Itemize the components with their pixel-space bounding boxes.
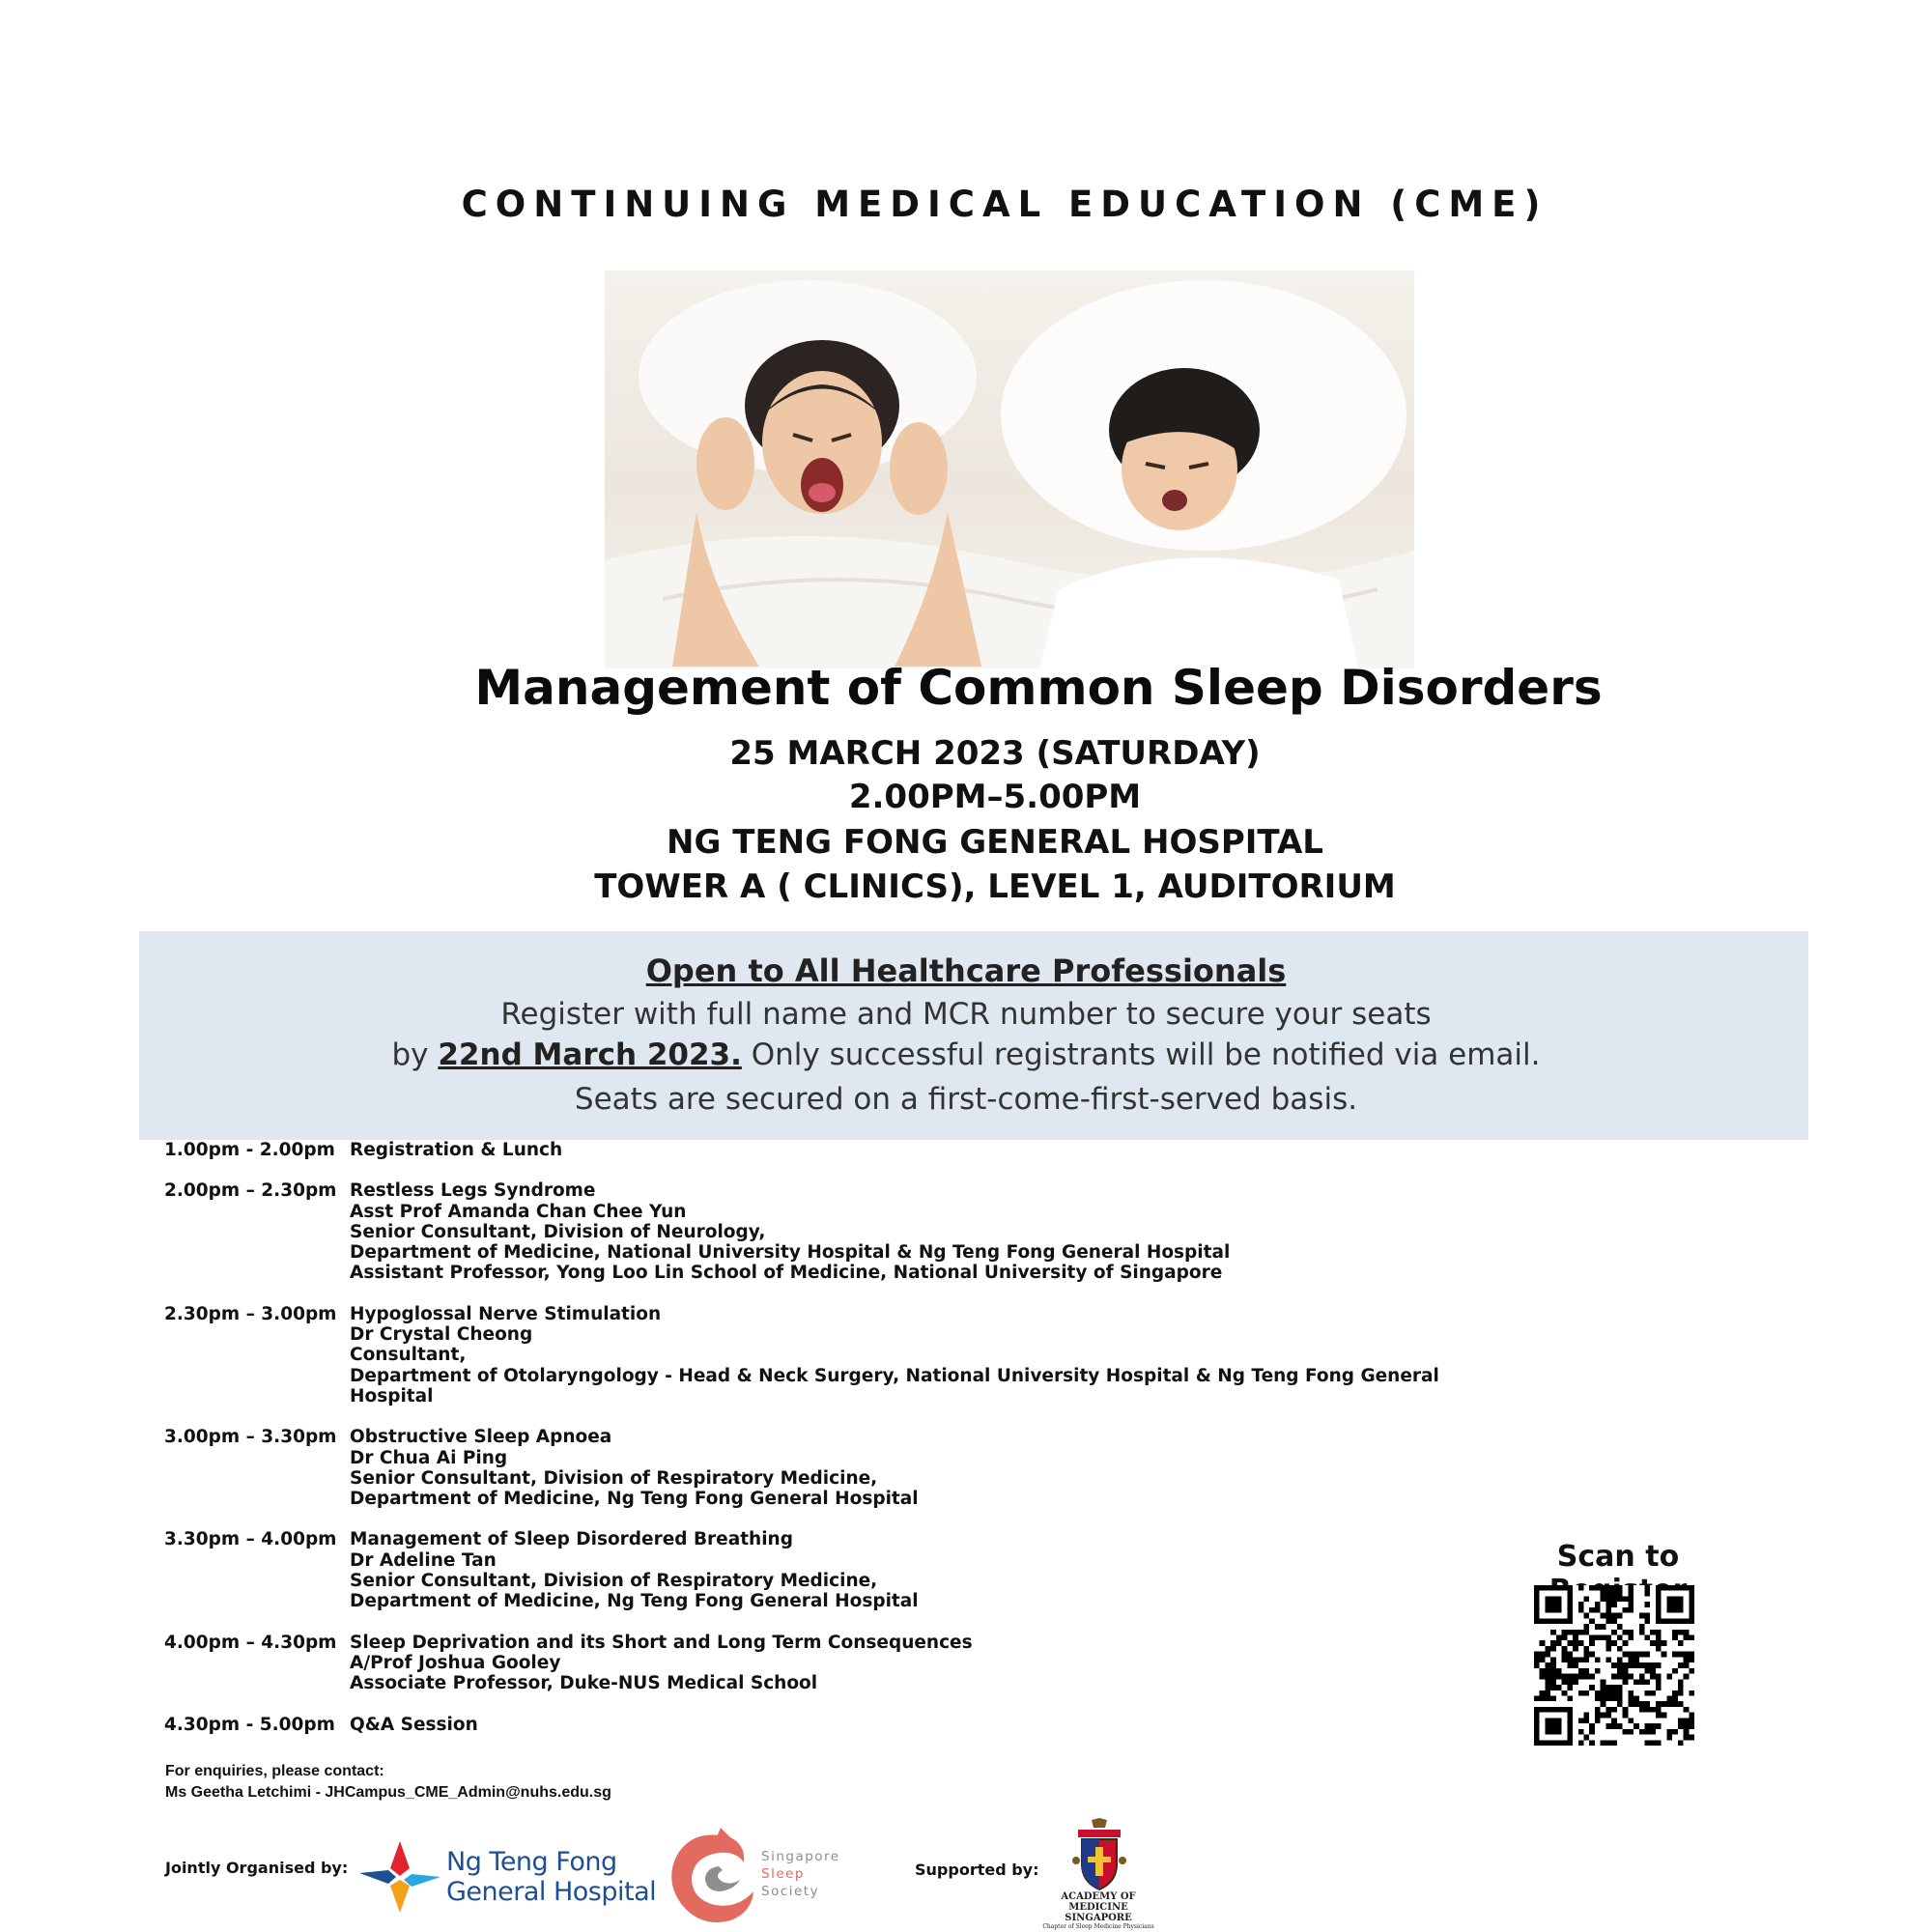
sss-logo-icon	[663, 1828, 757, 1928]
ams-name	[1031, 1891, 1166, 1931]
programme-time: 3.00pm – 3.30pm	[164, 1427, 337, 1448]
programme-speaker-title: Department of Medicine, Ng Teng Fong General Hospital	[350, 1489, 919, 1510]
scan-to-register-label: Scan to	[1556, 1540, 1680, 1574]
programme-speaker: Dr Chua Ai Ping	[350, 1447, 508, 1468]
programme-row	[164, 1715, 1478, 1735]
event-venue: NG TENG FONG GENERAL HOSPITAL	[667, 823, 1323, 862]
programme-speaker-title: Assistant Professor, Yong Loo Lin School of Medicine, National University of Singapore	[350, 1263, 1223, 1284]
enquiries-contact: Ms Geetha Letchimi - JHCampus_CME_Admin@nuhs.edu.sg	[165, 1784, 611, 1801]
enquiries	[165, 1761, 611, 1804]
programme-speaker-title: Senior Consultant, Division of Neurology,	[350, 1221, 766, 1242]
ntfgh-name	[446, 1847, 656, 1907]
registration-deadline: 22nd March 2023.	[438, 1037, 742, 1072]
qr-code[interactable]	[1534, 1585, 1694, 1746]
ams-crest-icon	[1072, 1818, 1126, 1891]
hero-illustration	[605, 270, 1414, 668]
programme-details	[350, 1180, 1478, 1283]
programme-topic: Q&A Session	[350, 1714, 478, 1735]
event-date: 25 MARCH 2023 (SATURDAY)	[729, 734, 1261, 773]
programme-topic: Management of Sleep Disordered Breathing	[350, 1529, 793, 1550]
programme-details	[350, 1715, 1478, 1735]
programme-row	[164, 1180, 1478, 1283]
programme-topic: Hypoglossal Nerve Stimulation	[350, 1303, 662, 1324]
programme-row	[164, 1427, 1478, 1509]
registration-heading: Open to All Healthcare Professionals	[645, 952, 1287, 989]
programme-time: 2.30pm – 3.00pm	[164, 1303, 337, 1324]
programme-speaker: A/Prof Joshua Gooley	[350, 1652, 561, 1673]
programme-speaker-title: Senior Consultant, Division of Respiratory Medicine,	[350, 1571, 878, 1592]
event-title: Management of Common Sleep Disorders	[474, 660, 1603, 716]
programme-topic: Obstructive Sleep Apnoea	[350, 1427, 612, 1448]
programme-speaker-title: Associate Professor, Duke-NUS Medical School	[350, 1673, 818, 1694]
enquiries-line-1: For enquiries, please contact:	[165, 1763, 384, 1779]
programme-speaker: Asst Prof Amanda Chan Chee Yun	[350, 1201, 687, 1222]
programme-speaker-title: Department of Medicine, National University Hospital & Ng Teng Fong General Hospital	[350, 1242, 1231, 1264]
sss-name-line-1: Singapore	[761, 1849, 840, 1864]
registration-line-3: Seats are secured on a first-come-first-served basis.	[574, 1082, 1358, 1117]
ams-name-line-3: Chapter of Sleep Medicine Physicians	[1042, 1923, 1154, 1930]
programme-speaker: Dr Crystal Cheong	[350, 1324, 533, 1346]
programme-speaker: Dr Adeline Tan	[350, 1549, 497, 1571]
registration-line-2	[0, 1037, 1932, 1072]
programme-speaker-title: Department of Medicine, Ng Teng Fong General Hospital	[350, 1591, 919, 1612]
ams-name-line-1: ACADEMY OF MEDICINE	[1061, 1891, 1136, 1913]
supported-by-label: Supported by:	[915, 1861, 1039, 1879]
programme-time: 4.30pm - 5.00pm	[164, 1714, 335, 1735]
programme-row	[164, 1633, 1478, 1694]
ntfgh-logo-icon	[359, 1841, 440, 1913]
programme-details	[350, 1427, 1478, 1509]
programme-details	[350, 1633, 1478, 1694]
ams-name-line-2: SINGAPORE	[1065, 1913, 1132, 1923]
programme-time: 1.00pm - 2.00pm	[164, 1140, 335, 1160]
ntfgh-name-line-1: Ng Teng Fong	[446, 1847, 617, 1877]
registration-line-2-suffix: Only successful registrants will be notified via email.	[741, 1037, 1541, 1072]
sss-name	[761, 1848, 840, 1900]
programme-topic: Registration & Lunch	[350, 1140, 563, 1160]
registration-line-2-prefix: by	[391, 1037, 439, 1072]
programme-speaker-title: Department of Otolaryngology - Head & Neck Surgery, National University Hospital & Ng Teng Fong General Hospital	[350, 1365, 1439, 1406]
programme-time: 3.30pm – 4.00pm	[164, 1529, 337, 1550]
programme-details	[350, 1304, 1478, 1406]
programme-speaker-title: Senior Consultant, Division of Respiratory Medicine,	[350, 1467, 878, 1489]
event-time: 2.00PM–5.00PM	[848, 778, 1142, 816]
programme-details	[350, 1140, 1478, 1160]
programme-details	[350, 1529, 1478, 1611]
hero-photo	[605, 270, 1414, 668]
programme-speaker-title: Consultant,	[350, 1345, 467, 1366]
programme-topic: Restless Legs Syndrome	[350, 1180, 596, 1202]
ntfgh-name-line-2: General Hospital	[446, 1877, 657, 1907]
programme-topic: Sleep Deprivation and its Short and Long Term Consequences	[350, 1632, 973, 1653]
programme-row	[164, 1304, 1478, 1406]
event-location: TOWER A ( CLINICS), LEVEL 1, AUDITORIUM	[594, 867, 1396, 906]
cme-heading: CONTINUING MEDICAL EDUCATION (CME)	[461, 184, 1548, 225]
registration-line-1: Register with full name and MCR number to secure your seats	[500, 997, 1432, 1032]
programme-list	[164, 1140, 1478, 1755]
programme-row	[164, 1529, 1478, 1611]
programme-time: 4.00pm – 4.30pm	[164, 1632, 337, 1653]
sss-name-line-3: Society	[761, 1884, 820, 1899]
programme-row	[164, 1140, 1478, 1160]
sss-name-line-2: Sleep	[761, 1866, 806, 1882]
jointly-organised-label: Jointly Organised by:	[165, 1859, 349, 1877]
programme-time: 2.00pm – 2.30pm	[164, 1180, 337, 1202]
